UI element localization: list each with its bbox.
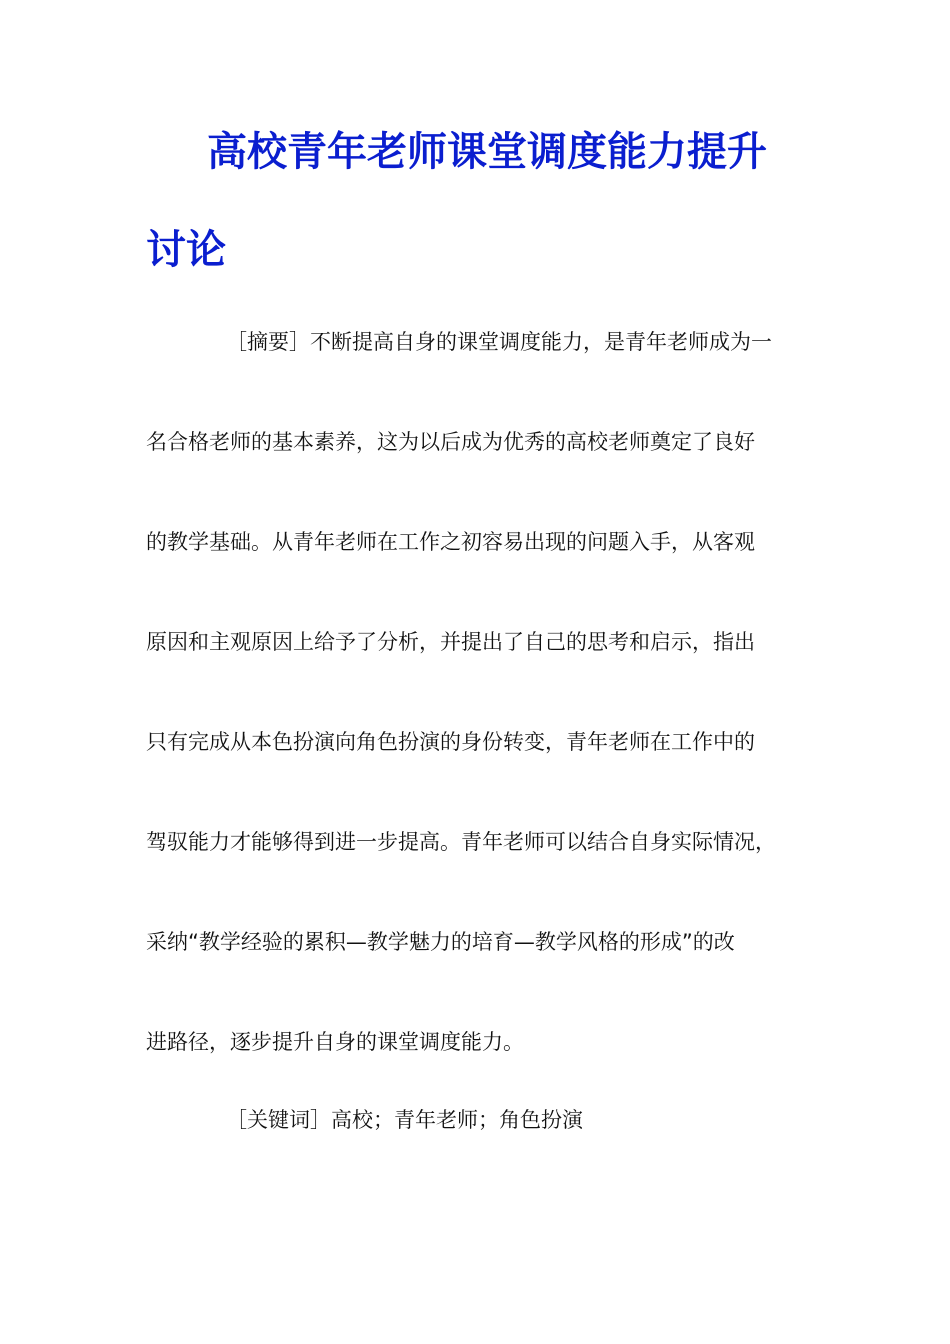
abstract-line-1: ［摘要］不断提高自身的课堂调度能力，是青年老师成为一 xyxy=(226,330,772,354)
abstract-line-3: 的教学基础。从青年老师在工作之初容易出现的问题入手，从客观 xyxy=(146,530,755,554)
abstract-line-5: 只有完成从本色扮演向角色扮演的身份转变，青年老师在工作中的 xyxy=(146,730,755,754)
abstract-line-6: 驾驭能力才能够得到进一步提高。青年老师可以结合自身实际情况， xyxy=(146,830,776,854)
abstract-line-2: 名合格老师的基本素养，这为以后成为优秀的高校老师奠定了良好 xyxy=(146,430,755,454)
keywords-line: ［关键词］高校；青年老师；角色扮演 xyxy=(226,1108,583,1132)
document-title-line-2: 讨论 xyxy=(146,226,226,273)
abstract-line-4: 原因和主观原因上给予了分析，并提出了自己的思考和启示，指出 xyxy=(146,630,755,654)
document-title-line-1: 高校青年老师课堂调度能力提升 xyxy=(207,128,767,175)
abstract-line-8: 进路径，逐步提升自身的课堂调度能力。 xyxy=(146,1030,524,1054)
abstract-line-7: 采纳“教学经验的累积—教学魅力的培育—教学风格的形成”的改 xyxy=(146,930,735,954)
